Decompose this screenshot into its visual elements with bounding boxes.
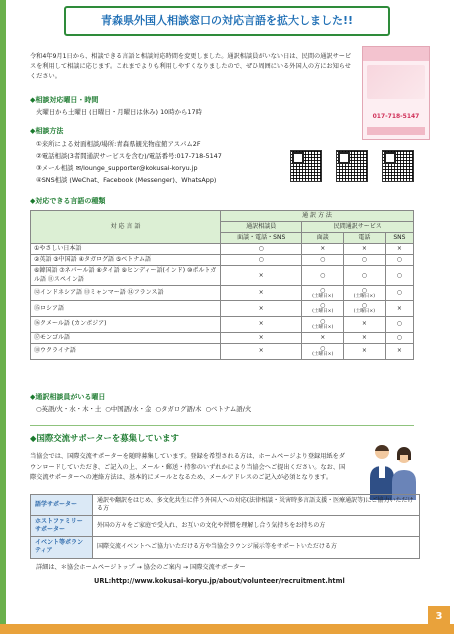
table-row [31, 317, 414, 333]
flyer-photo [367, 65, 425, 99]
page-title-box [64, 6, 390, 36]
supporter-type-label: ホストファミリーサポーター [31, 516, 93, 537]
mark-staff: ○ [221, 255, 302, 266]
supporter-type-desc: 通訳や翻訳をはじめ、多文化共生に伴う外国人への対応(法律相談・災害時多言語支援・医療通訳等)にご協力いただける方 [93, 495, 420, 516]
mark-staff: × [221, 285, 302, 301]
mark-face-symbol: ○ [320, 318, 326, 326]
saturday-note: (土曜日×) [312, 293, 334, 299]
mark-face [302, 317, 344, 333]
language-name: ⑥韓国語 ⑦ネパール語 ⑧タイ語 ⑨ヒンディー語(インド) ⑩ポルトガル語 ⑪スペイン語 [31, 266, 221, 285]
consultation-flyer-image [362, 46, 430, 140]
mark-staff: × [221, 343, 302, 359]
recruit-url-link[interactable]: URL:http://www.kokusai-koryu.jp/about/volunteer/recruitment.html [94, 577, 345, 585]
qr-code-facebook [336, 150, 368, 182]
page-number: 3 [428, 606, 450, 628]
subcol-phone: 電話 [344, 233, 386, 244]
section-divider [30, 425, 414, 426]
flyer-phone: 017-718-5147 [372, 113, 420, 120]
method-item-email[interactable]: ③メール相談 ✉/lounge_supporter@kokusai-koryu.jp [36, 164, 198, 172]
table-row [31, 537, 420, 558]
mark-sns: ○ [385, 317, 413, 333]
method-item-phone: ②電話相談(3者間通訳サービスを含む)/電話番号:017-718-5147 [36, 152, 222, 160]
saturday-note: (土曜日×) [312, 351, 334, 357]
qr-code-whatsapp [382, 150, 414, 182]
mark-face: × [302, 244, 344, 255]
mark-face-symbol: ○ [320, 302, 326, 310]
table-row [31, 343, 414, 359]
mark-phone: ○ [344, 266, 386, 285]
subcol-face: 面談 [302, 233, 344, 244]
recruit-heading: ◆国際交流サポーターを募集しています [30, 433, 179, 443]
mark-sns: ○ [385, 332, 413, 343]
supporters-illustration [360, 438, 424, 502]
table-row [31, 285, 414, 301]
method-item-sns: ④SNS相談 (WeChat、Facebook (Messenger)、WhatsApp) [36, 176, 217, 184]
table-row [31, 255, 414, 266]
staff-days-heading: ◆通訳相談員がいる曜日 [30, 393, 106, 401]
method-item-visit: ①来所による対面相談/場所:青森県観光物産館アスパム2F [36, 140, 201, 148]
hours-heading: ◆相談対応曜日・時間 [30, 96, 99, 104]
mark-sns: × [385, 301, 413, 317]
mark-phone: × [344, 244, 386, 255]
supporter-type-desc: 外国の方々をご家庭で受入れ、お互いの文化や習慣を理解し合う気持ちをお持ちの方 [93, 516, 420, 537]
col-private-header: 民間通訳サービス [302, 222, 414, 233]
mark-phone-symbol: ○ [361, 302, 368, 310]
mark-sns: × [385, 244, 413, 255]
mark-sns: ○ [385, 285, 413, 301]
qr-code-wechat [290, 150, 322, 182]
language-name: ⑫インドネシア語 ⑬ミャンマー語 ⑭フランス語 [31, 285, 221, 301]
page-title: 青森県外国人相談窓口の対応言語を拡大しました!! [100, 13, 354, 27]
language-name: ⑮ロシア語 [31, 301, 221, 317]
mark-phone: × [344, 343, 386, 359]
mark-face: × [302, 332, 344, 343]
mark-sns: × [385, 343, 413, 359]
supporter-type-label: イベント等ボランティア [31, 537, 93, 558]
table-row [31, 516, 420, 537]
recruit-paragraph: 当協会では、国際交流サポーターを随時募集しています。登録を希望される方は、ホームページより登録用紙をダウンロードしていただき、ご記入の上、メール・郵送・持参のいずれかにより当協会へご提出ください。なお、国際交流サポーターへの連絡方法は、基本的にメールとなるため、メールアドレスのご記入が必須となります。 [30, 453, 346, 482]
mark-staff: × [221, 317, 302, 333]
saturday-note: (土曜日×) [353, 309, 375, 315]
languages-heading: ◆対応できる言語の種類 [30, 197, 106, 205]
mark-face [302, 285, 344, 301]
mark-sns: ○ [385, 266, 413, 285]
mark-phone: × [344, 332, 386, 343]
table-row [31, 244, 414, 255]
flyer-footer [367, 127, 425, 135]
mark-staff: × [221, 301, 302, 317]
table-row [31, 266, 414, 285]
mark-staff: × [221, 266, 302, 285]
supporter-types-table [30, 494, 420, 559]
subcol-staff: 面談・電話・SNS [221, 233, 302, 244]
table-row [31, 495, 420, 516]
saturday-note: (土曜日×) [312, 325, 334, 331]
page-edge-stripe [0, 0, 6, 634]
detail-navigation-text: 詳細は、＊協会ホームページトップ → 協会のご案内 → 国際交流サポーター [36, 564, 246, 571]
language-name: ⑰モンゴル語 [31, 332, 221, 343]
flyer-header [363, 47, 429, 61]
hours-text: 火曜日から土曜日 (日曜日・月曜日は休み) 10時から17時 [36, 108, 202, 116]
mark-staff: × [221, 332, 302, 343]
table-row [31, 301, 414, 317]
mark-staff: ○ [221, 244, 302, 255]
methods-heading: ◆相談方法 [30, 127, 64, 135]
mark-phone [344, 285, 386, 301]
mark-face: ○ [302, 255, 344, 266]
mark-phone-symbol: ○ [361, 286, 368, 294]
saturday-note: (土曜日×) [312, 309, 334, 315]
supporter-type-label: 語学サポーター [31, 495, 93, 516]
mark-face: ○ [302, 266, 344, 285]
language-name: ①やさしい日本語 [31, 244, 221, 255]
supporter-type-desc: 国際交流イベントへご協力いただける方や当協会ラウンジ展示等をサポートいただける方 [93, 537, 420, 558]
col-language-header: 対 応 言 語 [31, 211, 221, 244]
saturday-note: (土曜日×) [353, 293, 375, 299]
col-staff-header: 通訳相談員 [221, 222, 302, 233]
mark-phone: × [344, 317, 386, 333]
mark-face-symbol: ○ [320, 286, 326, 294]
language-name: ⑱ウクライナ語 [31, 343, 221, 359]
table-row [31, 332, 414, 343]
mark-face [302, 301, 344, 317]
footer-stripe [0, 624, 454, 634]
subcol-sns: SNS [385, 233, 413, 244]
staff-days-text: ○英語/火・水・木・土 ○中国語/水・金 ○タガログ語/木 ○ベトナム語/火 [36, 405, 252, 413]
language-table [30, 210, 414, 360]
language-name: ⑯クメール語 (カンボジア) [31, 317, 221, 333]
col-method-header: 通 訳 方 法 [221, 211, 414, 222]
mark-phone [344, 301, 386, 317]
mark-phone: ○ [344, 255, 386, 266]
mark-face-symbol: ○ [320, 344, 326, 352]
language-name: ②英語 ③中国語 ④タガログ語 ⑤ベトナム語 [31, 255, 221, 266]
mark-face [302, 343, 344, 359]
intro-paragraph: 令和4年9月1日から、相談できる言語と相談対応時間を変更しました。通訳相談員がいない日は、民間の通訳サービスを利用して相談に応じます。これまでよりも利用しやすくなりましたので、ぜひ周囲にいる外国人の方にお知らせください。 [30, 53, 352, 80]
mark-sns: ○ [385, 255, 413, 266]
